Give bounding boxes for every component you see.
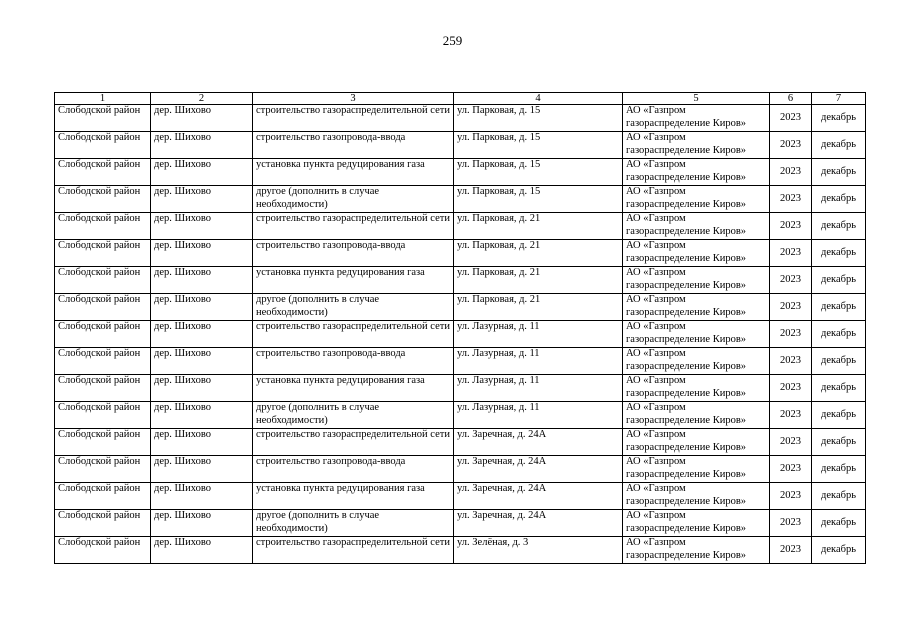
work-type-cell: установка пункта редуцирования газа bbox=[253, 483, 454, 510]
organization-cell: АО «Газпром газораспределение Киров» bbox=[623, 105, 770, 132]
year-cell: 2023 bbox=[770, 402, 812, 429]
month-cell: декабрь bbox=[812, 213, 866, 240]
district-cell: Слободской район bbox=[55, 159, 151, 186]
table-row bbox=[55, 537, 866, 564]
organization-cell: АО «Газпром газораспределение Киров» bbox=[623, 375, 770, 402]
organization-cell: АО «Газпром газораспределение Киров» bbox=[623, 213, 770, 240]
district-cell: Слободской район bbox=[55, 105, 151, 132]
column-header: 6 bbox=[770, 93, 812, 105]
organization-cell: АО «Газпром газораспределение Киров» bbox=[623, 429, 770, 456]
table-row bbox=[55, 483, 866, 510]
district-cell: Слободской район bbox=[55, 132, 151, 159]
table-row bbox=[55, 213, 866, 240]
table-row bbox=[55, 456, 866, 483]
locality-cell: дер. Шихово bbox=[151, 267, 253, 294]
district-cell: Слободской район bbox=[55, 294, 151, 321]
organization-cell: АО «Газпром газораспределение Киров» bbox=[623, 186, 770, 213]
year-cell: 2023 bbox=[770, 321, 812, 348]
year-cell: 2023 bbox=[770, 186, 812, 213]
gasification-table bbox=[54, 92, 866, 564]
month-cell: декабрь bbox=[812, 132, 866, 159]
locality-cell: дер. Шихово bbox=[151, 132, 253, 159]
district-cell: Слободской район bbox=[55, 402, 151, 429]
organization-cell: АО «Газпром газораспределение Киров» bbox=[623, 483, 770, 510]
address-cell: ул. Заречная, д. 24А bbox=[454, 456, 623, 483]
locality-cell: дер. Шихово bbox=[151, 483, 253, 510]
year-cell: 2023 bbox=[770, 267, 812, 294]
year-cell: 2023 bbox=[770, 105, 812, 132]
column-header: 5 bbox=[623, 93, 770, 105]
organization-cell: АО «Газпром газораспределение Киров» bbox=[623, 510, 770, 537]
district-cell: Слободской район bbox=[55, 348, 151, 375]
month-cell: декабрь bbox=[812, 186, 866, 213]
locality-cell: дер. Шихово bbox=[151, 186, 253, 213]
address-cell: ул. Лазурная, д. 11 bbox=[454, 402, 623, 429]
locality-cell: дер. Шихово bbox=[151, 213, 253, 240]
column-header: 7 bbox=[812, 93, 866, 105]
table-row bbox=[55, 159, 866, 186]
table-row bbox=[55, 429, 866, 456]
work-type-cell: строительство газораспределительной сети bbox=[253, 537, 454, 564]
year-cell: 2023 bbox=[770, 294, 812, 321]
organization-cell: АО «Газпром газораспределение Киров» bbox=[623, 132, 770, 159]
table-row bbox=[55, 321, 866, 348]
year-cell: 2023 bbox=[770, 213, 812, 240]
organization-cell: АО «Газпром газораспределение Киров» bbox=[623, 402, 770, 429]
month-cell: декабрь bbox=[812, 159, 866, 186]
district-cell: Слободской район bbox=[55, 456, 151, 483]
month-cell: декабрь bbox=[812, 348, 866, 375]
work-type-cell: установка пункта редуцирования газа bbox=[253, 267, 454, 294]
work-type-cell: строительство газораспределительной сети bbox=[253, 105, 454, 132]
address-cell: ул. Парковая, д. 21 bbox=[454, 294, 623, 321]
locality-cell: дер. Шихово bbox=[151, 537, 253, 564]
district-cell: Слободской район bbox=[55, 213, 151, 240]
work-type-cell: другое (дополнить в случае необходимости) bbox=[253, 186, 454, 213]
district-cell: Слободской район bbox=[55, 267, 151, 294]
address-cell: ул. Заречная, д. 24А bbox=[454, 429, 623, 456]
table-row bbox=[55, 375, 866, 402]
year-cell: 2023 bbox=[770, 375, 812, 402]
year-cell: 2023 bbox=[770, 537, 812, 564]
month-cell: декабрь bbox=[812, 105, 866, 132]
work-type-cell: другое (дополнить в случае необходимости) bbox=[253, 294, 454, 321]
table-body bbox=[55, 105, 866, 564]
year-cell: 2023 bbox=[770, 429, 812, 456]
month-cell: декабрь bbox=[812, 294, 866, 321]
work-type-cell: другое (дополнить в случае необходимости) bbox=[253, 402, 454, 429]
address-cell: ул. Лазурная, д. 11 bbox=[454, 348, 623, 375]
locality-cell: дер. Шихово bbox=[151, 294, 253, 321]
organization-cell: АО «Газпром газораспределение Киров» bbox=[623, 537, 770, 564]
locality-cell: дер. Шихово bbox=[151, 510, 253, 537]
month-cell: декабрь bbox=[812, 483, 866, 510]
year-cell: 2023 bbox=[770, 348, 812, 375]
month-cell: декабрь bbox=[812, 375, 866, 402]
column-header: 4 bbox=[454, 93, 623, 105]
address-cell: ул. Заречная, д. 24А bbox=[454, 483, 623, 510]
address-cell: ул. Лазурная, д. 11 bbox=[454, 321, 623, 348]
organization-cell: АО «Газпром газораспределение Киров» bbox=[623, 348, 770, 375]
district-cell: Слободской район bbox=[55, 537, 151, 564]
month-cell: декабрь bbox=[812, 456, 866, 483]
address-cell: ул. Лазурная, д. 11 bbox=[454, 375, 623, 402]
address-cell: ул. Парковая, д. 21 bbox=[454, 267, 623, 294]
month-cell: декабрь bbox=[812, 537, 866, 564]
locality-cell: дер. Шихово bbox=[151, 429, 253, 456]
organization-cell: АО «Газпром газораспределение Киров» bbox=[623, 240, 770, 267]
district-cell: Слободской район bbox=[55, 375, 151, 402]
district-cell: Слободской район bbox=[55, 321, 151, 348]
table-row bbox=[55, 186, 866, 213]
table-row bbox=[55, 510, 866, 537]
column-header: 1 bbox=[55, 93, 151, 105]
month-cell: декабрь bbox=[812, 240, 866, 267]
year-cell: 2023 bbox=[770, 510, 812, 537]
year-cell: 2023 bbox=[770, 159, 812, 186]
page-number: 259 bbox=[442, 33, 463, 48]
organization-cell: АО «Газпром газораспределение Киров» bbox=[623, 159, 770, 186]
locality-cell: дер. Шихово bbox=[151, 348, 253, 375]
locality-cell: дер. Шихово bbox=[151, 240, 253, 267]
district-cell: Слободской район bbox=[55, 483, 151, 510]
address-cell: ул. Парковая, д. 21 bbox=[454, 240, 623, 267]
table-row bbox=[55, 105, 866, 132]
organization-cell: АО «Газпром газораспределение Киров» bbox=[623, 321, 770, 348]
work-type-cell: установка пункта редуцирования газа bbox=[253, 375, 454, 402]
month-cell: декабрь bbox=[812, 321, 866, 348]
organization-cell: АО «Газпром газораспределение Киров» bbox=[623, 294, 770, 321]
month-cell: декабрь bbox=[812, 267, 866, 294]
year-cell: 2023 bbox=[770, 132, 812, 159]
address-cell: ул. Парковая, д. 15 bbox=[454, 105, 623, 132]
table-row bbox=[55, 294, 866, 321]
column-header: 2 bbox=[151, 93, 253, 105]
organization-cell: АО «Газпром газораспределение Киров» bbox=[623, 267, 770, 294]
table-row bbox=[55, 402, 866, 429]
work-type-cell: установка пункта редуцирования газа bbox=[253, 159, 454, 186]
work-type-cell: строительство газопровода-ввода bbox=[253, 348, 454, 375]
address-cell: ул. Парковая, д. 15 bbox=[454, 132, 623, 159]
table-row bbox=[55, 348, 866, 375]
work-type-cell: строительство газопровода-ввода bbox=[253, 132, 454, 159]
table-row bbox=[55, 240, 866, 267]
month-cell: декабрь bbox=[812, 429, 866, 456]
table-row bbox=[55, 267, 866, 294]
district-cell: Слободской район bbox=[55, 240, 151, 267]
address-cell: ул. Заречная, д. 24А bbox=[454, 510, 623, 537]
locality-cell: дер. Шихово bbox=[151, 456, 253, 483]
header-row bbox=[55, 93, 866, 105]
work-type-cell: строительство газораспределительной сети bbox=[253, 321, 454, 348]
month-cell: декабрь bbox=[812, 510, 866, 537]
district-cell: Слободской район bbox=[55, 186, 151, 213]
address-cell: ул. Парковая, д. 21 bbox=[454, 213, 623, 240]
address-cell: ул. Парковая, д. 15 bbox=[454, 186, 623, 213]
work-type-cell: строительство газораспределительной сети bbox=[253, 213, 454, 240]
locality-cell: дер. Шихово bbox=[151, 375, 253, 402]
year-cell: 2023 bbox=[770, 240, 812, 267]
locality-cell: дер. Шихово bbox=[151, 402, 253, 429]
locality-cell: дер. Шихово bbox=[151, 159, 253, 186]
district-cell: Слободской район bbox=[55, 429, 151, 456]
locality-cell: дер. Шихово bbox=[151, 105, 253, 132]
address-cell: ул. Парковая, д. 15 bbox=[454, 159, 623, 186]
district-cell: Слободской район bbox=[55, 510, 151, 537]
locality-cell: дер. Шихово bbox=[151, 321, 253, 348]
address-cell: ул. Зелёная, д. 3 bbox=[454, 537, 623, 564]
work-type-cell: строительство газопровода-ввода bbox=[253, 456, 454, 483]
year-cell: 2023 bbox=[770, 483, 812, 510]
table-row bbox=[55, 132, 866, 159]
year-cell: 2023 bbox=[770, 456, 812, 483]
work-type-cell: строительство газораспределительной сети bbox=[253, 429, 454, 456]
organization-cell: АО «Газпром газораспределение Киров» bbox=[623, 456, 770, 483]
work-type-cell: другое (дополнить в случае необходимости) bbox=[253, 510, 454, 537]
month-cell: декабрь bbox=[812, 402, 866, 429]
column-header: 3 bbox=[253, 93, 454, 105]
work-type-cell: строительство газопровода-ввода bbox=[253, 240, 454, 267]
